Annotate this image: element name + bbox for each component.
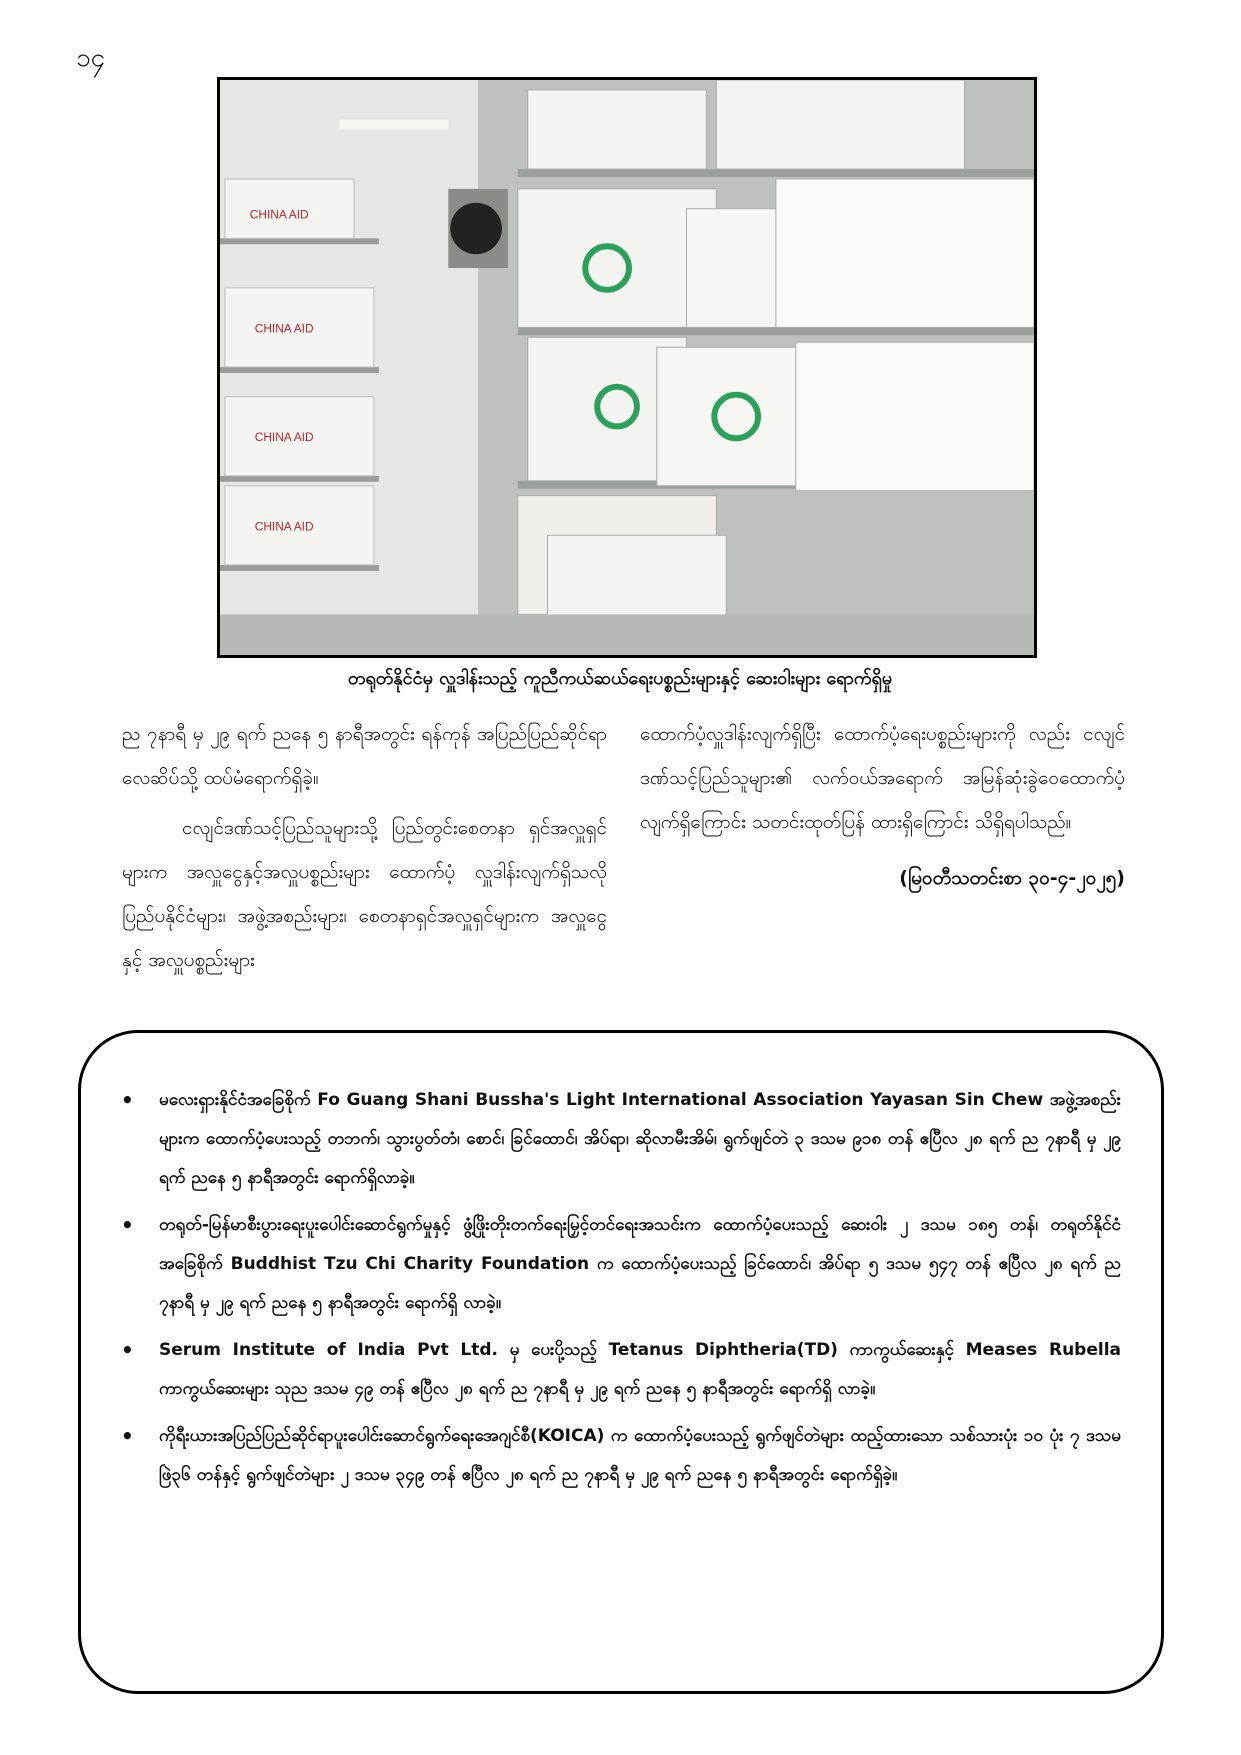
figure-caption: တရုတ်နိုင်ငံမှ လှူဒါန်းသည့် ကူညီကယ်ဆယ်ရေးပစ္စည်းများနှင့် ဆေးဝါးများ ရောက်ရှိမှု [347, 668, 893, 689]
list-item-text: Serum Institute of India Pvt Ltd. မှ ပေးပို့သည့် Tetanus Diphtheria(TD) ကာကွယ်ဆေးနှင့် Meases Rubella ကာကွယ်ဆေးများ သုည ဒသမ ၄၉ တန် ဧပြီလ ၂၈ ရက် ည ၇နာရီ မှ ၂၉ ရက် ညနေ ၅ နာရီအတွင်း ရောက်ရှိ လာခဲ့။ [159, 1340, 1121, 1399]
list-item-text: ကိုရီးယားအပြည်ပြည်ဆိုင်ရာပူးပေါင်းဆောင်ရွက်ရေးအေဂျင်စီ(KOICA) က ထောက်ပံ့ပေးသည့် ရွက်ဖျင်တဲများ ထည့်ထားသော သစ်သားပုံး ၁၀ ပုံး ၇ ဒသမ ဖြဲ၃၆ တန်နှင့် ရွက်ဖျင်တဲများ ၂ ဒသမ ၃၄၉ တန် ဧပြီလ ၂၈ ရက် ည ၇နာရီ မှ ၂၉ ရက် ညနေ ၅ နာရီအတွင်း ရောက်ရှိခဲ့။ [159, 1426, 1121, 1485]
paragraph: ငလျင်ဒဏ်သင့်ပြည်သူများသို့ ပြည်တွင်းစေတနာ ရှင်အလှူရှင်များက အလှူငွေနှင့်အလှူပစ္စည်းများ ထောက်ပံ့ လှူဒါန်းလျက်ရှိသလို ပြည်ပနိုင်ငံများ၊ အဖွဲ့အစည်းများ၊ စေတနာရှင်အလှူရှင်များက အလှူငွေနှင့် အလှူပစ္စည်းများ [122, 817, 607, 971]
warehouse-photo [217, 77, 1037, 658]
article-left-column [122, 712, 607, 982]
box-label: CHINA AID [249, 207, 309, 222]
paragraph: ထောက်ပံ့လှူဒါန်းလျက်ရှိပြီး ထောက်ပံ့ရေးပစ္စည်းများကို လည်း ငလျင်ဒဏ်သင့်ပြည်သူများ၏ လက်ဝယ်အရောက် အမြန်ဆုံးခွဲဝေထောက်ပံ့လျက်ရှိကြောင်း သတင်းထုတ်ပြန် ထားရှိကြောင်း သိရှိရပါသည်။ [640, 723, 1125, 833]
list-item [121, 1206, 1121, 1323]
box-label: CHINA AID [254, 519, 314, 534]
list-item [121, 1417, 1121, 1495]
list-item [121, 1081, 1121, 1198]
fan-icon [450, 203, 502, 254]
bullet-icon: • [121, 1088, 134, 1112]
bullet-icon: • [121, 1338, 134, 1362]
summary-box [78, 1030, 1164, 1694]
bullet-icon: • [121, 1424, 134, 1448]
bullet-list [121, 1081, 1121, 1503]
article-right-column [640, 712, 1125, 900]
list-item [121, 1331, 1121, 1409]
paragraph: ည ၇နာရီ မှ ၂၉ ရက် ညနေ ၅ နာရီအတွင်း ရန်ကုန် အပြည်ပြည်ဆိုင်ရာလေဆိပ်သို့ ထပ်မံရောက်ရှိခဲ့။ [122, 723, 607, 789]
source-citation: (မြဝတီသတင်းစာ ၃၀-၄-၂၀၂၅) [899, 867, 1125, 889]
warehouse-illustration [220, 80, 1034, 655]
list-item-text: မလေးရှားနိုင်ငံအခြေစိုက် Fo Guang Shani Bussha's Light International Association Yayasan Sin Chew အဖွဲ့အစည်းများက ထောက်ပံ့ပေးသည့် တဘက်၊ သွားပွတ်တံ၊ စောင်၊ ခြင်ထောင်၊ အိပ်ရာ၊ ဆိုလာမီးအိမ်၊ ရွက်ဖျင်တဲ ၃ ဒသမ ၉၁၈ တန် ဧပြီလ ၂၈ ရက် ည ၇နာရီ မှ ၂၉ ရက် ညနေ ၅ နာရီအတွင်း ရောက်ရှိလာခဲ့။ [159, 1090, 1121, 1188]
page-number: ၁၄ [76, 43, 106, 73]
bullet-icon: • [121, 1213, 134, 1237]
box-label: CHINA AID [254, 321, 314, 336]
ceiling-light [339, 120, 448, 130]
box-label: CHINA AID [254, 430, 314, 445]
list-item-text: တရုတ်-မြန်မာစီးပွားရေးပူးပေါင်းဆောင်ရွက်မှုနှင့် ဖွံ့ဖြိုးတိုးတက်ရေးမြှင့်တင်ရေးအသင်းက ထောက်ပံ့ပေးသည့် ဆေးဝါး ၂ ဒသမ ၁၈၅ တန်၊ တရုတ်နိုင်ငံအခြေစိုက် Buddhist Tzu Chi Charity Foundation က ထောက်ပံ့ပေးသည့် ခြင်ထောင်၊ အိပ်ရာ ၅ ဒသမ ၅၄၇ တန် ဧပြီလ ၂၈ ရက် ည ၇နာရီ မှ ၂၉ ရက် ညနေ ၅ နာရီအတွင်း ရောက်ရှိ လာခဲ့။ [159, 1215, 1121, 1313]
